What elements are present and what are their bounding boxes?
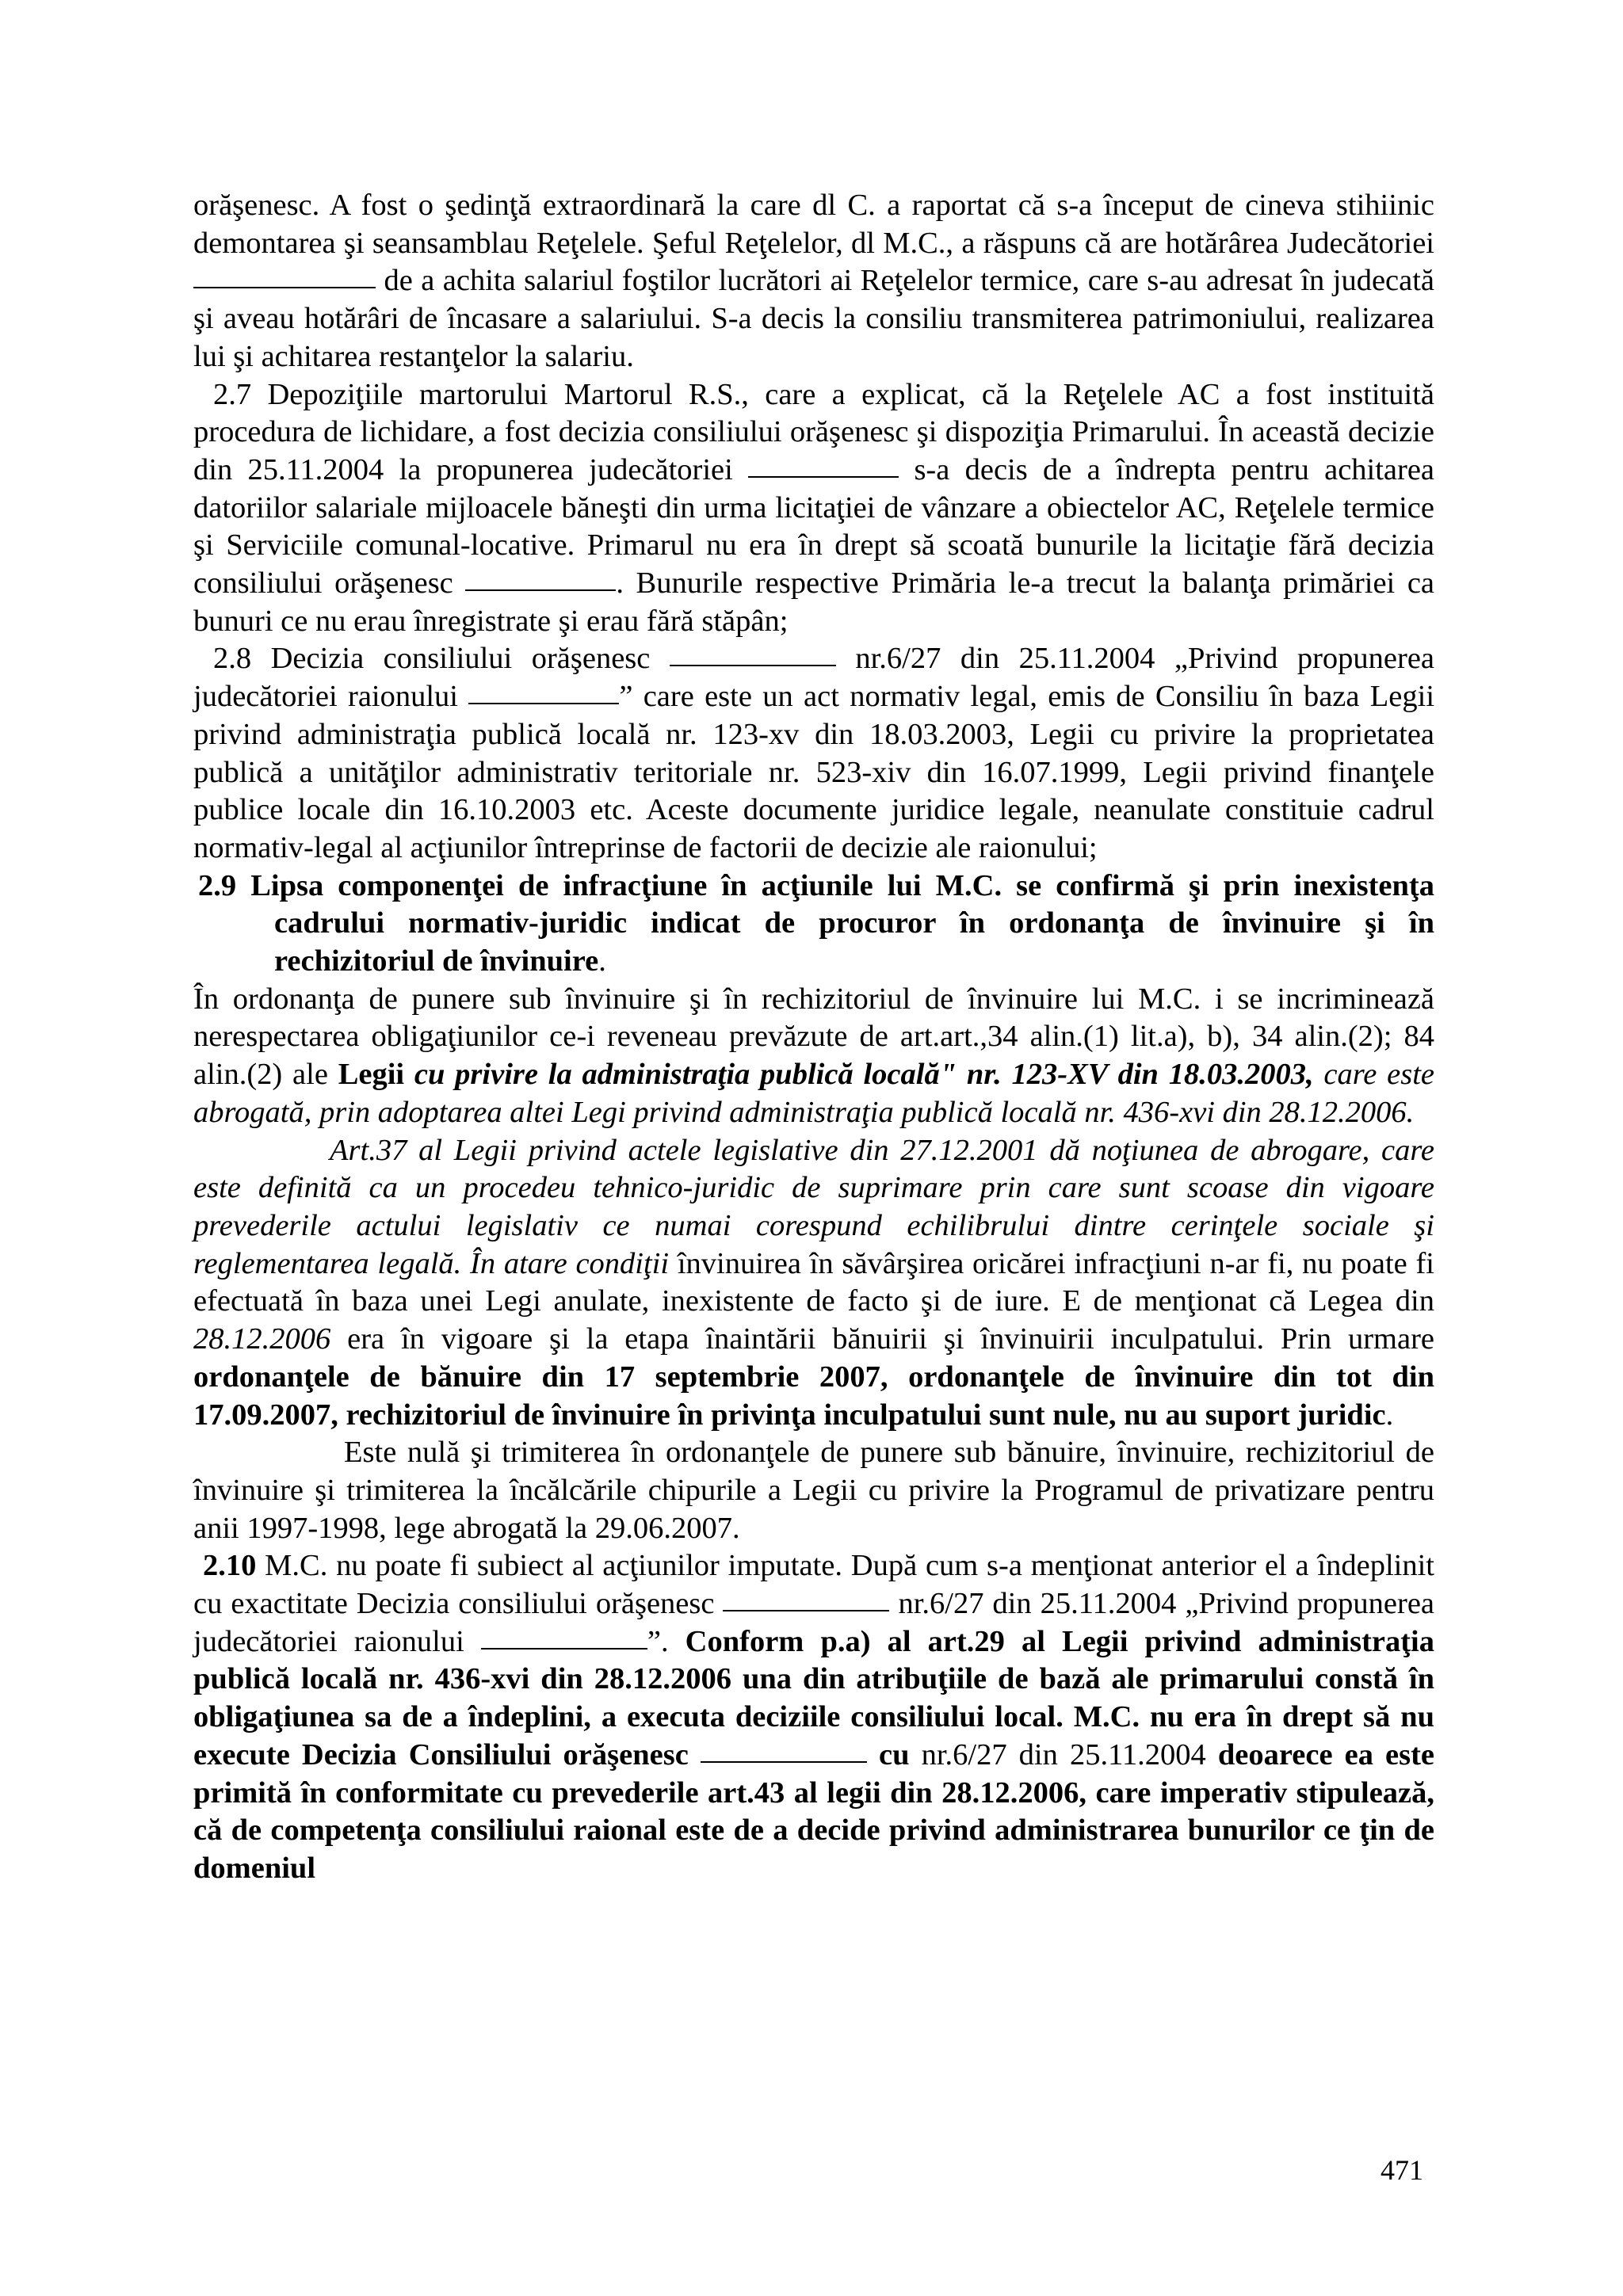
text-segment: ” care este un act normativ legal, emis de Consiliu în baza Legii privind administraţia publică locală nr. 123-xv din 18.03.2003, Legii cu privire la proprietatea publică a unităţilor administrativ teritoriale nr. 523-xiv din 16.07.1999, Legii privind finanţele publice locale din 16.10.2003 etc. Aceste documente juridice legale, neanulate constituie cadrul normativ-legal al acţiunilor întreprinse de factorii de decizie ale raionului;	[193, 680, 1435, 864]
text-segment: ”.	[647, 1624, 685, 1658]
paragraph-2-8-council-decision	[193, 640, 1434, 867]
text-segment: învinuirea în săvârşirea oricărei infracţiuni n-ar fi, nu poate fi efectuată în baza unei Legi anulate, inexistente de facto şi de iure. E de menţionat că Legea din	[193, 1246, 1434, 1318]
text-segment-bold: Conform p.a) al art.29 al Legii privind administraţia publică locală nr. 436-xvi din 28.12.2006 una din atribuţiile de bază ale primarului constă în obligaţiunea sa de a îndeplini, a executa deciziile consiliului local. M.C. nu era în drept să nu execute Decizia Consiliului orăşenesc	[193, 1624, 1435, 1772]
text-segment: nr.6/27 din 25.11.2004 „Privind propunerea judecătoriei raionului	[193, 642, 1435, 714]
text-segment: 2.8 Decizia consiliului orăşenesc	[213, 642, 651, 676]
text-segment-italic: Art.37 al Legii privind actele legislative din 27.12.2001 dă noţiunea de abrogare, care este definită ca un procedeu tehnico-juridic de suprimare prin care sunt scoase din vigoare prevederile actului legislativ ce numai corespund echilibrului dintre cerinţele sociale şi reglementarea legală. În atare condiţii	[193, 1133, 1434, 1280]
heading-period: .	[598, 944, 606, 978]
law-name-bold: Legii	[338, 1058, 405, 1092]
text-segment: era în vigoare şi la etapa înaintării bănuirii şi învinuirii inculpatului. Prin urmare	[330, 1322, 1434, 1356]
paragraph-indictment	[193, 981, 1434, 1132]
text-segment-bold: cu	[866, 1737, 910, 1772]
text-segment: .	[1385, 1398, 1394, 1432]
heading-2-9	[193, 868, 1434, 981]
text-segment: Este nulă şi trimiterea în ordonanţele de punere sub bănuire, învinuire, rechizitoriul de învinuire şi trimiterea la încălcările chipurile a Legii cu privire la Programul de privatizare pentru anii 1997-1998, lege abrogată la 29.06.2007.	[193, 1436, 1434, 1545]
text-segment-italic: care este abrogată, prin adoptarea altei Legi privind administraţia publică locală nr. 436-xvi din 28.12.2006.	[193, 1058, 1434, 1129]
heading-text: 2.9 Lipsa componenţei de infracţiune în acţiunile lui M.C. se confirmă şi prin inexistenţa cadrului normativ-juridic indicat de procuror în ordonanţa de învinuire şi în rechizitoriul de învinuire	[198, 868, 1434, 978]
redacted-blank	[193, 285, 376, 288]
text-segment: nr.6/27 din 25.11.2004	[909, 1737, 1218, 1772]
text-segment: 2.7 Depoziţiile martorului Martorul R.S., care a explicat, că la Reţelele AC a fost instituită procedura de lichidare, a fost decizia consiliului orăşenesc şi dispoziţia Primarului. În această decizie din 25.11.2004 la propunerea judecătoriei	[193, 377, 1434, 486]
paragraph-art-37	[193, 1132, 1434, 1435]
text-segment-bold: ordonanţele de bănuire din 17 septembrie 2007, ordonanţele de învinuire din tot din 17.09.2007, rechizitoriul de învinuire în privinţa inculpatului sunt nule, nu au suport juridic	[193, 1360, 1434, 1432]
redacted-blank	[701, 1760, 867, 1763]
redacted-blank	[670, 663, 836, 666]
text-segment: s-a decis de a îndrepta pentru achitarea datoriilor salariale mijloacele băneşti din urma licitaţiei de vânzare a obiectelor AC, Reţelele termice şi Serviciile comunal-locative. Primarul nu era în drept să scoată bunurile la licitaţie fără decizia consiliului orăşenesc	[193, 452, 1435, 601]
redacted-blank	[748, 475, 899, 478]
text-segment-bold: deoarece ea este primită în conformitate cu prevederile art.43 al legii din 28.12.2006, care imperativ stipulează, că de competenţa consiliului raional este de a decide privind administrarea bunurilor ce ţin de domeniul	[193, 1737, 1435, 1885]
document-page	[193, 187, 1434, 1888]
paragraph-2-10	[193, 1547, 1434, 1887]
redacted-blank	[465, 588, 616, 591]
date-italic: 28.12.2006	[193, 1322, 331, 1356]
redacted-blank	[468, 701, 619, 704]
text-segment: În ordonanţa de punere sub învinuire şi în rechizitoriul de învinuire lui M.C. i se incriminează nerespectarea obligaţiunilor ce-i reveneau prevăzute de art.art.,34 alin.(1) lit.a), b), 34 alin.(2); 84 alin.(2) ale	[193, 982, 1434, 1092]
section-number: 2.10	[203, 1549, 257, 1583]
text-segment: de a achita salariul foştilor lucrători ai Reţelelor termice, care s-au adresat în judecată şi aveau hotărâri de încasare a salariului. S-a decis la consiliu transmiterea patrimoniului, realizarea lui şi achitarea restanţelor la salariu.	[193, 264, 1434, 373]
text-segment: M.C. nu poate fi subiect al acţiunilor imputate. După cum s-a menţionat anterior el a îndeplinit cu exactitate Decizia consiliului orăşenesc	[193, 1549, 1434, 1621]
paragraph-privatization	[193, 1434, 1434, 1547]
page-number: 471	[1381, 2154, 1423, 2186]
redacted-blank	[481, 1646, 647, 1650]
paragraph-2-7-witness	[193, 376, 1434, 641]
law-title-bold-italic: cu privire la administraţia publică locală" nr. 123-XV din 18.03.2003,	[404, 1058, 1314, 1092]
redacted-blank	[723, 1608, 889, 1611]
paragraph-council-meeting	[193, 187, 1434, 376]
text-segment: orăşenesc. A fost o şedinţă extraordinară la care dl C. a raportat că s-a început de cineva stihiinic demontarea şi seansamblau Reţelele. Şeful Reţelelor, dl M.C., a răspuns că are hotărârea Judecătoriei	[193, 189, 1434, 260]
text-segment: nr.6/27 din 25.11.2004 „Privind propunerea judecătoriei raionului	[193, 1587, 1435, 1658]
text-segment: . Bunurile respective Primăria le-a trecut la balanţa primăriei ca bunuri ce nu erau înregistrate şi erau fără stăpân;	[193, 566, 1435, 638]
